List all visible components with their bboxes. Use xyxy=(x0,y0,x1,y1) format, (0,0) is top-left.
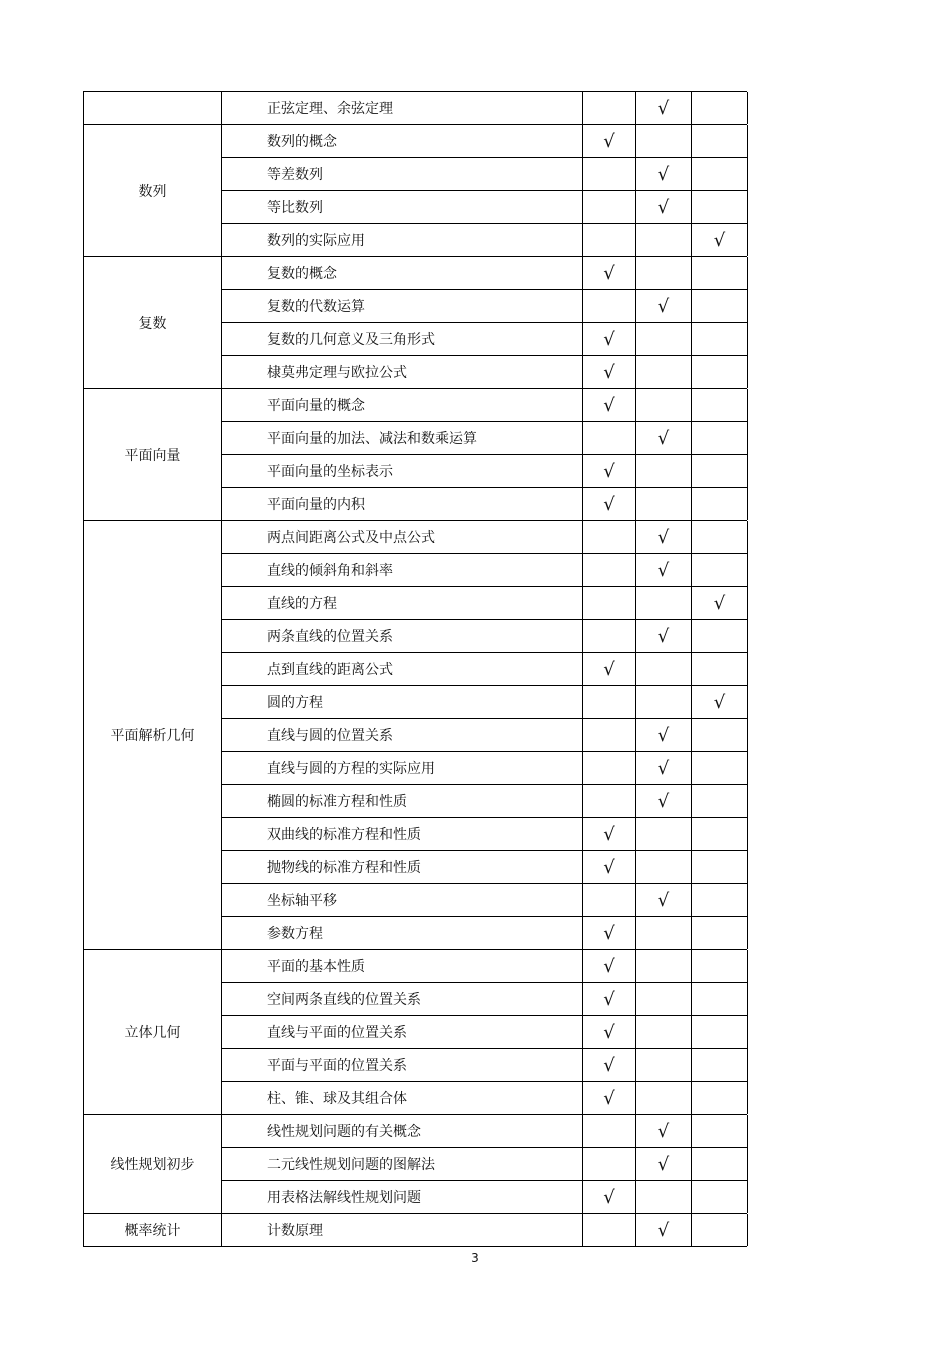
check-mark: √ xyxy=(657,1219,670,1241)
topic-cell: 二元线性规划问题的图解法 xyxy=(222,1148,583,1180)
topic-cell: 坐标轴平移 xyxy=(222,884,583,916)
table-row xyxy=(222,125,748,157)
check-mark: √ xyxy=(657,526,670,548)
level-3-cell xyxy=(692,356,748,388)
level-1-cell xyxy=(583,125,636,157)
level-3-cell xyxy=(692,323,748,355)
category-cell: 立体几何 xyxy=(84,950,222,1114)
level-2-cell xyxy=(636,686,692,718)
check-mark: √ xyxy=(657,889,670,911)
table-row xyxy=(222,1214,748,1246)
table-row xyxy=(222,916,748,949)
level-2-cell xyxy=(636,620,692,652)
level-2-cell xyxy=(636,983,692,1015)
check-mark: √ xyxy=(713,229,726,251)
topic-cell: 直线的倾斜角和斜率 xyxy=(222,554,583,586)
topic-cell: 两条直线的位置关系 xyxy=(222,620,583,652)
level-3-cell xyxy=(692,719,748,751)
check-mark: √ xyxy=(657,790,670,812)
level-2-cell xyxy=(636,653,692,685)
level-2-cell xyxy=(636,719,692,751)
check-mark: √ xyxy=(603,1021,615,1043)
table-row xyxy=(222,883,748,916)
level-1-cell xyxy=(583,884,636,916)
topic-cell: 点到直线的距离公式 xyxy=(222,653,583,685)
check-mark: √ xyxy=(603,823,615,845)
level-2-cell xyxy=(636,1181,692,1213)
level-1-cell xyxy=(583,191,636,223)
check-mark: √ xyxy=(603,361,615,383)
table-row xyxy=(222,1015,748,1048)
level-1-cell xyxy=(583,1214,636,1246)
topic-cell: 平面向量的坐标表示 xyxy=(222,455,583,487)
topic-cell: 等比数列 xyxy=(222,191,583,223)
check-mark: √ xyxy=(603,130,615,152)
level-3-cell xyxy=(692,1115,748,1147)
level-2-cell xyxy=(636,752,692,784)
table-row xyxy=(222,92,748,124)
category-cell: 线性规划初步 xyxy=(84,1115,222,1213)
level-2-cell xyxy=(636,257,692,289)
level-2-cell xyxy=(636,1049,692,1081)
level-1-cell xyxy=(583,257,636,289)
level-1-cell xyxy=(583,554,636,586)
level-1-cell xyxy=(583,488,636,520)
topic-cell: 两点间距离公式及中点公式 xyxy=(222,521,583,553)
topic-cell: 双曲线的标准方程和性质 xyxy=(222,818,583,850)
level-3-cell xyxy=(692,1082,748,1114)
level-3-cell xyxy=(692,125,748,157)
level-1-cell xyxy=(583,653,636,685)
topic-cell: 正弦定理、余弦定理 xyxy=(222,92,583,124)
level-3-cell xyxy=(692,1016,748,1048)
topic-cell: 计数原理 xyxy=(222,1214,583,1246)
check-mark: √ xyxy=(603,1186,615,1208)
check-mark: √ xyxy=(603,955,615,977)
check-mark: √ xyxy=(603,328,615,350)
topic-cell: 空间两条直线的位置关系 xyxy=(222,983,583,1015)
table-group xyxy=(83,1115,747,1214)
check-mark: √ xyxy=(603,658,615,680)
level-2-cell xyxy=(636,1016,692,1048)
level-2-cell xyxy=(636,158,692,190)
level-2-cell xyxy=(636,1214,692,1246)
table-row xyxy=(222,389,748,421)
level-3-cell xyxy=(692,257,748,289)
category-cell: 平面解析几何 xyxy=(84,521,222,949)
level-1-cell xyxy=(583,290,636,322)
level-2-cell xyxy=(636,191,692,223)
level-2-cell xyxy=(636,818,692,850)
check-mark: √ xyxy=(603,493,615,515)
table-group xyxy=(83,91,747,125)
table-group xyxy=(83,1214,747,1247)
level-1-cell xyxy=(583,851,636,883)
topic-cell: 用表格法解线性规划问题 xyxy=(222,1181,583,1213)
category-cell: 概率统计 xyxy=(84,1214,222,1246)
table-row xyxy=(222,421,748,454)
level-2-cell xyxy=(636,389,692,421)
topic-cell: 直线与圆的方程的实际应用 xyxy=(222,752,583,784)
table-row xyxy=(222,751,748,784)
level-2-cell xyxy=(636,1082,692,1114)
level-3-cell xyxy=(692,422,748,454)
level-2-cell xyxy=(636,455,692,487)
level-1-cell xyxy=(583,719,636,751)
level-3-cell xyxy=(692,653,748,685)
level-1-cell xyxy=(583,1082,636,1114)
level-3-cell xyxy=(692,1214,748,1246)
level-3-cell xyxy=(692,455,748,487)
level-2-cell xyxy=(636,356,692,388)
level-2-cell xyxy=(636,917,692,949)
level-2-cell xyxy=(636,587,692,619)
check-mark: √ xyxy=(603,856,615,878)
level-3-cell xyxy=(692,389,748,421)
check-mark: √ xyxy=(657,196,670,218)
topic-cell: 线性规划问题的有关概念 xyxy=(222,1115,583,1147)
level-2-cell xyxy=(636,521,692,553)
table-row xyxy=(222,685,748,718)
table-row xyxy=(222,1180,748,1213)
check-mark: √ xyxy=(657,757,670,779)
check-mark: √ xyxy=(657,427,670,449)
level-1-cell xyxy=(583,521,636,553)
level-2-cell xyxy=(636,1148,692,1180)
level-3-cell xyxy=(692,818,748,850)
table-row xyxy=(222,289,748,322)
topic-cell: 平面与平面的位置关系 xyxy=(222,1049,583,1081)
table-row xyxy=(222,1048,748,1081)
page-number: 3 xyxy=(471,1251,479,1265)
table-row xyxy=(222,1115,748,1147)
topic-cell: 数列的实际应用 xyxy=(222,224,583,256)
level-1-cell xyxy=(583,455,636,487)
check-mark: √ xyxy=(713,592,726,614)
level-3-cell xyxy=(692,224,748,256)
topic-cell: 平面向量的概念 xyxy=(222,389,583,421)
level-3-cell xyxy=(692,785,748,817)
table-group xyxy=(83,389,747,521)
topic-cell: 等差数列 xyxy=(222,158,583,190)
level-1-cell xyxy=(583,1049,636,1081)
topic-cell: 平面的基本性质 xyxy=(222,950,583,982)
check-mark: √ xyxy=(603,1054,615,1076)
level-3-cell xyxy=(692,587,748,619)
table-row xyxy=(222,257,748,289)
table-row xyxy=(222,586,748,619)
level-3-cell xyxy=(692,1148,748,1180)
topic-cell: 平面向量的内积 xyxy=(222,488,583,520)
check-mark: √ xyxy=(657,625,670,647)
table-group xyxy=(83,521,747,950)
topic-cell: 棣莫弗定理与欧拉公式 xyxy=(222,356,583,388)
topic-cell: 复数的概念 xyxy=(222,257,583,289)
level-1-cell xyxy=(583,356,636,388)
level-1-cell xyxy=(583,917,636,949)
table-row xyxy=(222,619,748,652)
level-3-cell xyxy=(692,1181,748,1213)
level-2-cell xyxy=(636,1115,692,1147)
table-row xyxy=(222,355,748,388)
topic-cell: 圆的方程 xyxy=(222,686,583,718)
check-mark: √ xyxy=(657,559,670,581)
category-cell xyxy=(84,92,222,124)
level-1-cell xyxy=(583,686,636,718)
table-group xyxy=(83,950,747,1115)
level-3-cell xyxy=(692,851,748,883)
table-row xyxy=(222,190,748,223)
level-2-cell xyxy=(636,422,692,454)
level-2-cell xyxy=(636,488,692,520)
check-mark: √ xyxy=(713,691,726,713)
level-3-cell xyxy=(692,521,748,553)
level-3-cell xyxy=(692,554,748,586)
level-3-cell xyxy=(692,158,748,190)
check-mark: √ xyxy=(603,394,615,416)
topic-cell: 数列的概念 xyxy=(222,125,583,157)
table-row xyxy=(222,850,748,883)
topic-cell: 直线与平面的位置关系 xyxy=(222,1016,583,1048)
level-2-cell xyxy=(636,851,692,883)
table-row xyxy=(222,1147,748,1180)
table-row xyxy=(222,652,748,685)
table-group xyxy=(83,257,747,389)
level-1-cell xyxy=(583,785,636,817)
level-2-cell xyxy=(636,950,692,982)
table-row xyxy=(222,553,748,586)
level-2-cell xyxy=(636,554,692,586)
category-cell: 复数 xyxy=(84,257,222,388)
level-3-cell xyxy=(692,191,748,223)
check-mark: √ xyxy=(603,1087,615,1109)
check-mark: √ xyxy=(657,1120,670,1142)
check-mark: √ xyxy=(603,988,615,1010)
check-mark: √ xyxy=(657,1153,670,1175)
curriculum-table xyxy=(83,91,747,1247)
level-3-cell xyxy=(692,950,748,982)
level-2-cell xyxy=(636,884,692,916)
table-row xyxy=(222,454,748,487)
level-1-cell xyxy=(583,983,636,1015)
level-3-cell xyxy=(692,917,748,949)
level-2-cell xyxy=(636,290,692,322)
table-row xyxy=(222,487,748,520)
level-3-cell xyxy=(692,1049,748,1081)
category-cell: 平面向量 xyxy=(84,389,222,520)
table-row xyxy=(222,322,748,355)
check-mark: √ xyxy=(657,724,670,746)
level-1-cell xyxy=(583,587,636,619)
table-row xyxy=(222,817,748,850)
level-3-cell xyxy=(692,92,748,124)
check-mark: √ xyxy=(657,163,670,185)
level-1-cell xyxy=(583,92,636,124)
check-mark: √ xyxy=(603,460,615,482)
topic-cell: 复数的代数运算 xyxy=(222,290,583,322)
level-2-cell xyxy=(636,785,692,817)
topic-cell: 平面向量的加法、减法和数乘运算 xyxy=(222,422,583,454)
level-1-cell xyxy=(583,1181,636,1213)
topic-cell: 抛物线的标准方程和性质 xyxy=(222,851,583,883)
table-row xyxy=(222,718,748,751)
level-2-cell xyxy=(636,224,692,256)
table-row xyxy=(222,521,748,553)
level-3-cell xyxy=(692,983,748,1015)
table-row xyxy=(222,982,748,1015)
level-1-cell xyxy=(583,422,636,454)
topic-cell: 参数方程 xyxy=(222,917,583,949)
level-1-cell xyxy=(583,1016,636,1048)
level-3-cell xyxy=(692,884,748,916)
level-1-cell xyxy=(583,323,636,355)
level-1-cell xyxy=(583,224,636,256)
level-1-cell xyxy=(583,752,636,784)
level-1-cell xyxy=(583,818,636,850)
table-row xyxy=(222,784,748,817)
topic-cell: 直线与圆的位置关系 xyxy=(222,719,583,751)
topic-cell: 复数的几何意义及三角形式 xyxy=(222,323,583,355)
level-3-cell xyxy=(692,686,748,718)
level-1-cell xyxy=(583,158,636,190)
check-mark: √ xyxy=(603,262,615,284)
level-3-cell xyxy=(692,752,748,784)
level-1-cell xyxy=(583,1115,636,1147)
table-group xyxy=(83,125,747,257)
table-row xyxy=(222,157,748,190)
check-mark: √ xyxy=(657,97,670,119)
category-cell: 数列 xyxy=(84,125,222,256)
table-row xyxy=(222,1081,748,1114)
topic-cell: 直线的方程 xyxy=(222,587,583,619)
table-row xyxy=(222,223,748,256)
check-mark: √ xyxy=(657,295,670,317)
topic-cell: 柱、锥、球及其组合体 xyxy=(222,1082,583,1114)
level-2-cell xyxy=(636,323,692,355)
topic-cell: 椭圆的标准方程和性质 xyxy=(222,785,583,817)
table-row xyxy=(222,950,748,982)
level-3-cell xyxy=(692,290,748,322)
level-1-cell xyxy=(583,950,636,982)
level-2-cell xyxy=(636,125,692,157)
level-3-cell xyxy=(692,620,748,652)
level-1-cell xyxy=(583,620,636,652)
level-1-cell xyxy=(583,1148,636,1180)
check-mark: √ xyxy=(603,922,615,944)
level-2-cell xyxy=(636,92,692,124)
level-1-cell xyxy=(583,389,636,421)
level-3-cell xyxy=(692,488,748,520)
